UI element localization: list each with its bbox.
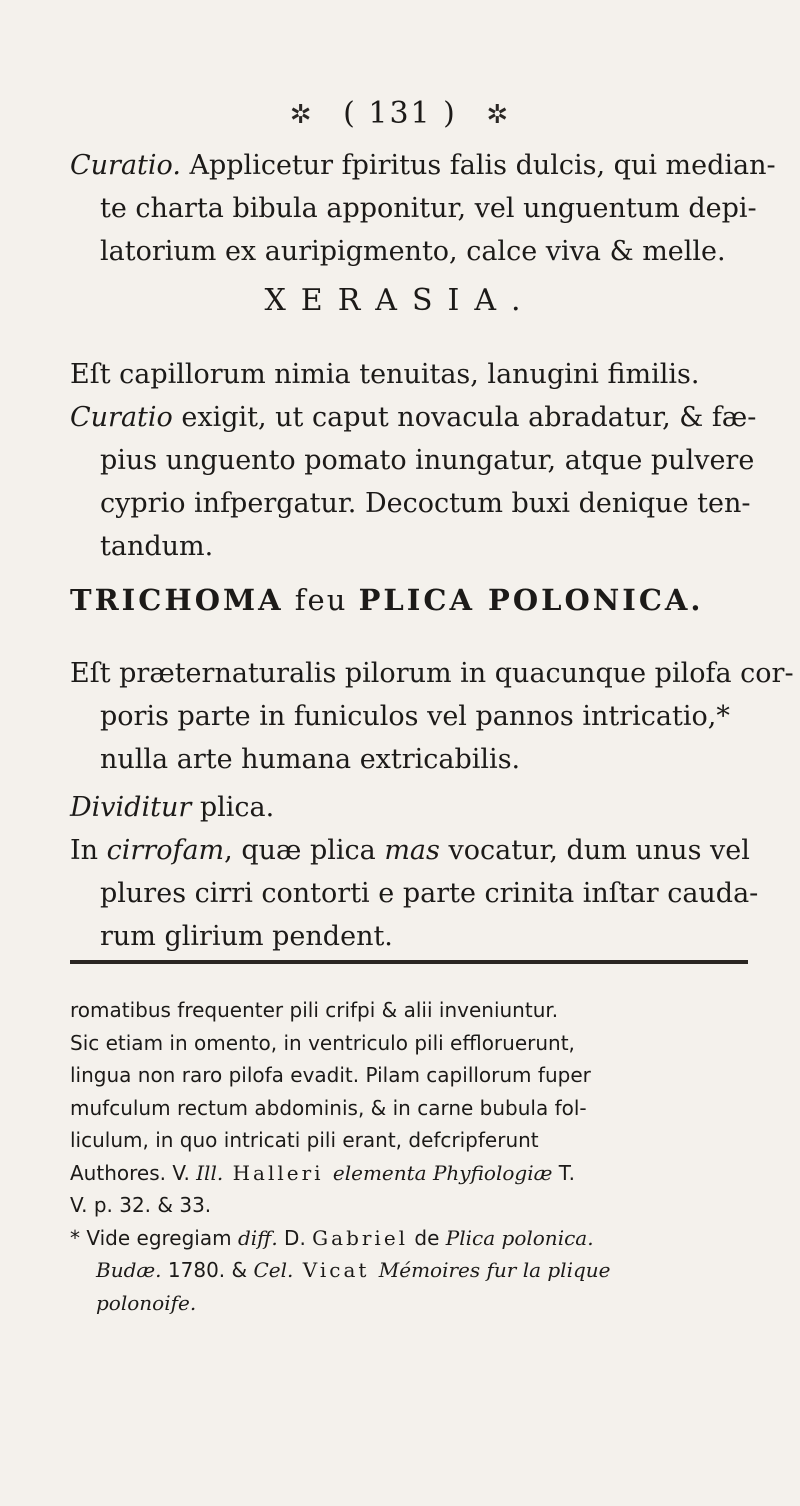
text-line: tandum. [100,531,214,562]
text-line: Curatio. Applicetur fpiritus falis dulcis, qui median- [70,150,776,181]
text-line: te charta bibula apponitur, vel unguentum depi- [100,193,757,224]
text-line: pius unguento pomato inungatur, atque pulvere [100,445,755,476]
xerasia-paragraph [70,353,757,568]
text-line: Curatio exigit, ut caput novacula abradatur, & fæ- [70,402,757,433]
text-line: Eſt præternaturalis pilorum in quacunque pilofa cor- [70,658,794,689]
text-line: In cirrofam, quæ plica mas vocatur, dum unus vel [70,835,750,866]
text-line: cyprio infpergatur. Decoctum buxi denique ten- [100,488,751,519]
ornament-left-icon: ✲ [289,100,314,130]
footnotes [70,994,750,1319]
ornament-right-icon: ✲ [486,100,511,130]
page-number: ( 131 ) [343,96,457,131]
text-line: Dividitur plica. [70,792,275,823]
footnote-line: polonoife. [96,1290,197,1315]
footnote-line: Budæ. 1780. & Cel. Vicat Mémoires fur la plique [96,1258,611,1282]
text-line: poris parte in funiculos vel pannos intricatio,* [100,701,730,732]
curatio-paragraph [70,144,776,273]
footnote-line: V. p. 32. & 33. [70,1193,212,1217]
footnote-line: lingua non raro pilofa evadit. Pilam capillorum fuper [70,1063,591,1087]
xerasia-heading: XERASIA. [264,283,536,318]
text-line: plures cirri contorti e parte crinita inſtar cauda- [100,878,759,909]
footnote-line: * Vide egregiam diff. D. Gabriel de Plica polonica. [70,1225,594,1250]
footnote-line: mufculum rectum abdominis, & in carne bubula fol- [70,1095,587,1120]
text-line: Eſt capillorum nimia tenuitas, lanugini fimilis. [70,359,700,390]
footnote-line: liculum, in quo intricati pili erant, defcripferunt [70,1128,539,1152]
footnote-line: Authores. V. Ill. Halleri elementa Phyfiologiæ T. [70,1160,575,1185]
footnote-line: Sic etiam in omento, in ventriculo pili effloruerunt, [70,1030,575,1055]
footnote-divider [70,960,748,964]
trichoma-paragraph [70,652,794,958]
text-line: nulla arte humana extricabilis. [100,744,521,775]
page-header [0,96,800,131]
text-line: rum glirium pendent. [100,921,393,952]
trichoma-heading: TRICHOMA feu PLICA POLONICA. [70,583,704,617]
footnote-line: romatibus frequenter pili crifpi & alii inveniuntur. [70,998,559,1022]
text-line: latorium ex auripigmento, calce viva & melle. [100,236,726,267]
